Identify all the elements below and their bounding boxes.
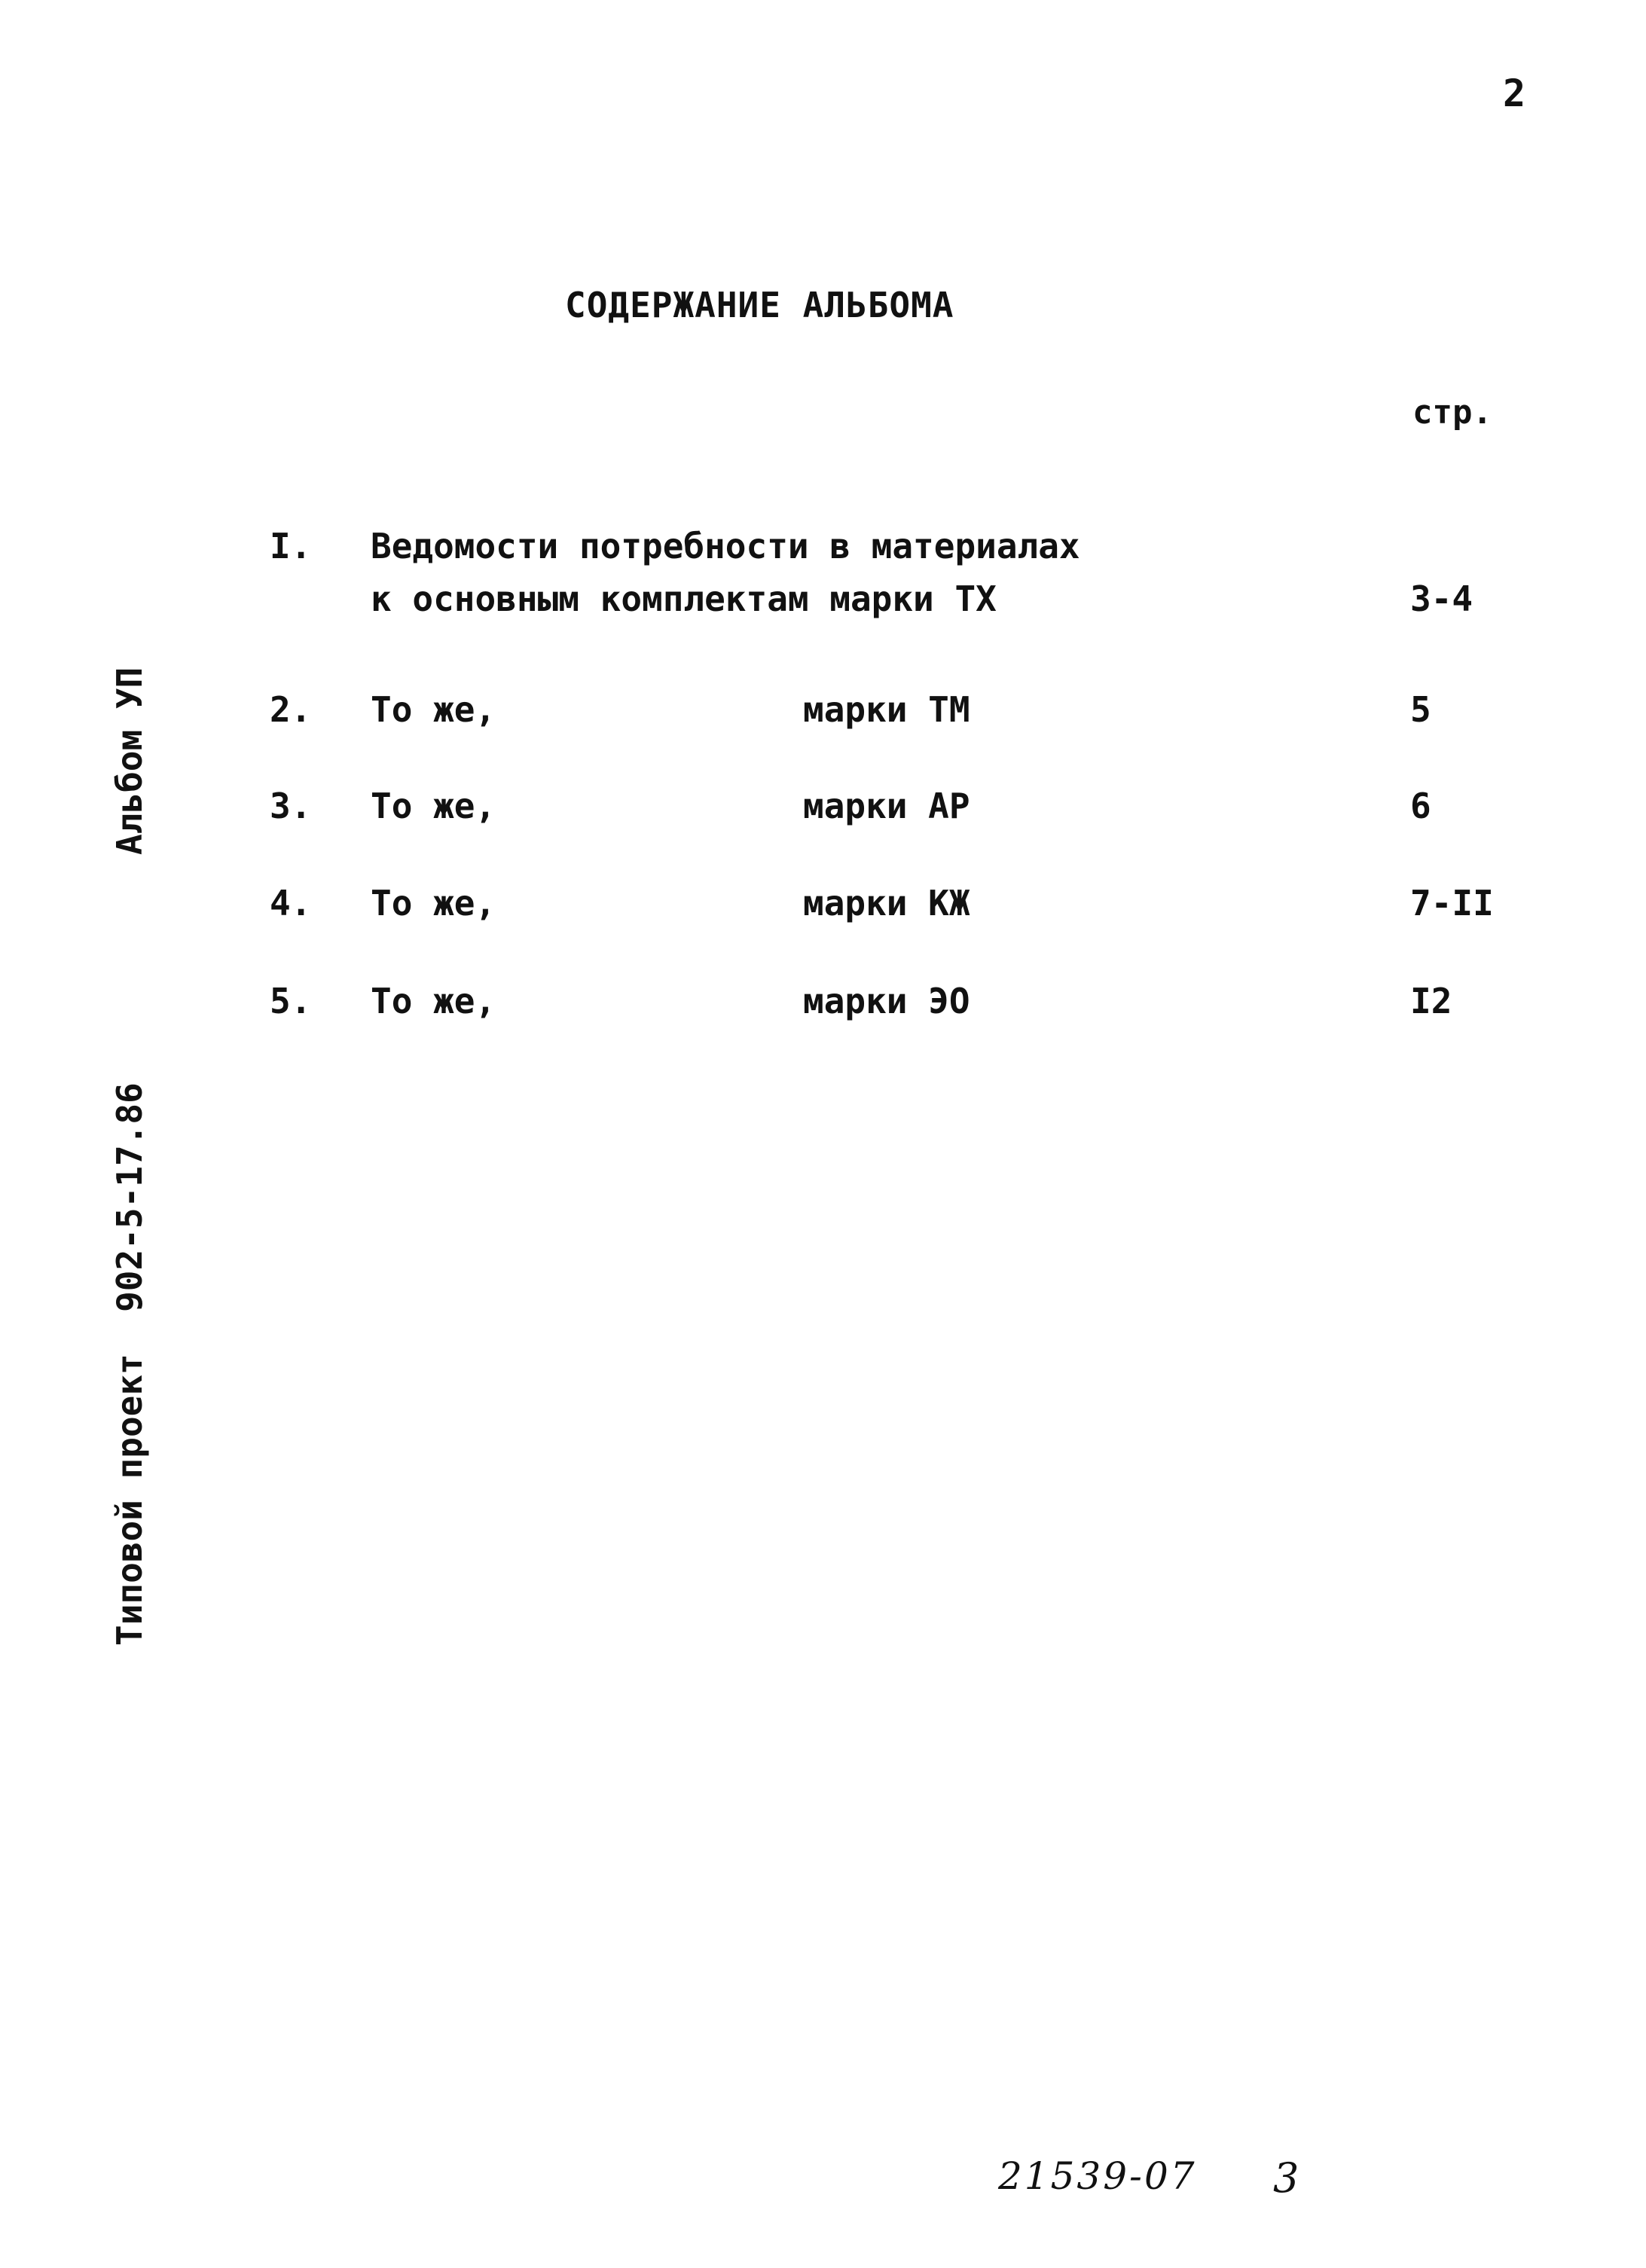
toc-pages: 6 — [1410, 786, 1431, 826]
toc-mark: марки ТМ — [803, 689, 970, 730]
page-title: СОДЕРЖАНИЕ АЛЬБОМА — [565, 285, 954, 325]
toc-row-4 — [0, 883, 1646, 928]
toc-row-1 — [0, 526, 1646, 619]
toc-mark: марки КЖ — [803, 883, 970, 923]
side-stamp — [109, 591, 169, 1646]
toc-text-line2: к основным комплектам марки ТХ — [371, 578, 997, 619]
side-stamp-project: Типовой проект 902-5-17.86 — [109, 1082, 150, 1646]
page-number: 2 — [1503, 72, 1526, 115]
toc-mark: марки ЭО — [803, 981, 970, 1021]
toc-pages: I2 — [1410, 981, 1452, 1021]
toc-number: 5. — [270, 981, 312, 1021]
toc-number: 3. — [270, 786, 312, 826]
toc-row-3 — [0, 786, 1646, 831]
toc-pages: 7-II — [1410, 883, 1494, 923]
toc-text: То же, — [371, 689, 496, 730]
toc-pages: 5 — [1410, 689, 1431, 730]
toc-text: То же, — [371, 981, 496, 1021]
toc-row-5 — [0, 981, 1646, 1026]
toc-row-2 — [0, 689, 1646, 734]
toc-text: То же, — [371, 883, 496, 923]
side-stamp-album: Альбом УП — [109, 667, 150, 855]
toc-number: 4. — [270, 883, 312, 923]
toc-mark: марки АР — [803, 786, 970, 826]
footer-code: 21539-07 — [998, 2154, 1197, 2198]
toc-text: То же, — [371, 786, 496, 826]
footer-sheet-number: 3 — [1273, 2154, 1299, 2202]
toc-number: 2. — [270, 689, 312, 730]
toc-pages: 3-4 — [1410, 578, 1473, 619]
toc-number: I. — [270, 526, 312, 566]
toc-text: Ведомости потребности в материалах — [371, 526, 1080, 566]
page-column-header: стр. — [1412, 393, 1492, 432]
